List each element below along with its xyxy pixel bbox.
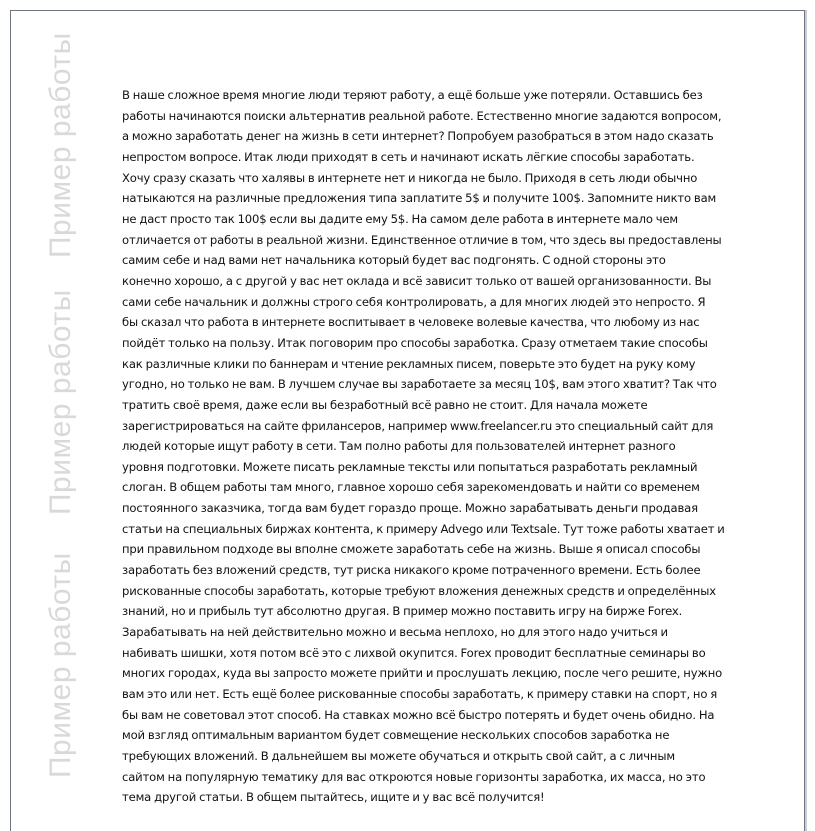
text-line: требующих вложений. В дальнейшем вы можете обучаться и открыть свой сайт, а с личным [122, 749, 675, 763]
watermark-text: Пример работы [44, 289, 77, 515]
text-line: работы начинаются поиски альтернатив реальной работе. Естественно многие задаются вопросом, [122, 108, 722, 123]
text-line: рискованные способы заработать, которые требуют вложения денежных средств и определённых [122, 583, 716, 598]
text-line: конечно хорошо, а с другой у вас нет оклада и всё зависит только от вашей организованности. Вы [122, 273, 712, 288]
text-line: тратить своё время, даже если вы безработный всё равно не стоит. Для начала можете [122, 397, 648, 412]
text-line: при правильном подходе вы вполне сможете заработать себе на жизнь. Выше я описал способы [122, 542, 701, 557]
text-line: мой взгляд оптимальным вариантом будет совмещение нескольких способов заработка не [122, 728, 670, 743]
text-line: сайтом на популярную тематику для вас откроются новые горизонты заработка, их масса, но это [122, 769, 706, 784]
text-line: а можно заработать денег на жизнь в сети интернет? Попробуем разобраться в этом надо сказать [122, 129, 714, 144]
text-line: бы вам не советовал этот способ. На ставках можно всё быстро потерять и будет очень обидно. На [122, 707, 715, 722]
text-line: отличается от работы в реальной жизни. Единственное отличие в том, что здесь вы предоставлены [122, 232, 722, 247]
text-line: многих городах, куда вы запросто можете прийти и прослушать лекцию, после чего решите, нужно [122, 666, 723, 681]
text-line: зарегистрироваться на сайте фрилансеров, например www.freelancer.ru это специальный сайт для [122, 418, 714, 433]
text-line: слоган. В общем работы там много, главное хорошо себя зарекомендовать и найти со временем [122, 480, 700, 495]
text-line: вам это или нет. Есть ещё более рискованные способы заработать, к примеру ставки на спорт, но я [122, 687, 718, 702]
text-line: статьи на специальных биржах контента, к примеру Advego или Textsale. Тут тоже работы хватает и [122, 521, 725, 536]
text-line: непростом вопросе. Итак люди приходят в сеть и начинают искать лёгкие способы заработать. [122, 149, 695, 164]
text-line: бы сказал что работа в интернете воспитывает в человеке волевые качества, что любому из нас [122, 315, 700, 330]
text-line: тема другой статьи. В общем пытайтесь, ищите и у вас всё получится! [122, 790, 545, 805]
text-line: заработать без вложений средств, тут риска никакого кроме потраченного времени. Есть более [122, 563, 701, 578]
text-line: не даст просто так 100$ если вы дадите ему 5$. На самом деле работа в интернете мало чем [122, 211, 679, 226]
text-line: Зарабатывать на ней действительно можно и весьма неплохо, но для этого надо учиться и [122, 625, 668, 640]
text-line: уровня подготовки. Можете писать рекламные тексты или попытаться разработать рекламный [122, 459, 698, 474]
text-line: натыкаются на различные предложения типа заплатите 5$ и получите 100$. Запомните никто вам [122, 191, 717, 206]
text-line: пойдёт только на пользу. Итак поговорим про способы заработка. Сразу отметаем такие способы [122, 335, 708, 350]
text-line: самим себе и над вами нет начальника который будет вас подгонять. С одной стороны это [122, 253, 666, 268]
text-line: людей которые ищут работу в сети. Там полно работы для пользователей интернет разного [122, 439, 676, 454]
text-line: сами себе начальник и должны строго себя контролировать, а для многих людей это непросто. Я [122, 294, 706, 309]
text-line: набивать шишки, хотя потом всё это с лихвой окупится. Forex проводит бесплатные семинары во [122, 645, 706, 660]
text-line: как различные клики по баннерам и чтение рекламных писем, поверьте это будет на руку кому [122, 356, 696, 371]
watermark-text: Пример работы [44, 552, 77, 778]
text-line: угодно, но только не вам. В лучшем случае вы заработаете за месяц 10$, вам этого хватит? Так что [122, 377, 717, 392]
text-line: Хочу сразу сказать что халявы в интернете нет и никогда не было. Приходя в сеть люди обычно [122, 170, 698, 185]
text-line: В наше сложное время многие люди теряют работу, а ещё больше уже потеряли. Оставшись без [122, 88, 703, 102]
text-line: знаний, но и прибыль тут абсолютно другая. В пример можно поставить игру на бирже Forex. [122, 604, 683, 619]
document-body-text[interactable] [122, 85, 752, 808]
text-line: постоянного заказчика, тогда вам будет гораздо проще. Можно зарабатывать деньги продавая [122, 501, 698, 516]
watermark-text: Пример работы [44, 32, 77, 258]
